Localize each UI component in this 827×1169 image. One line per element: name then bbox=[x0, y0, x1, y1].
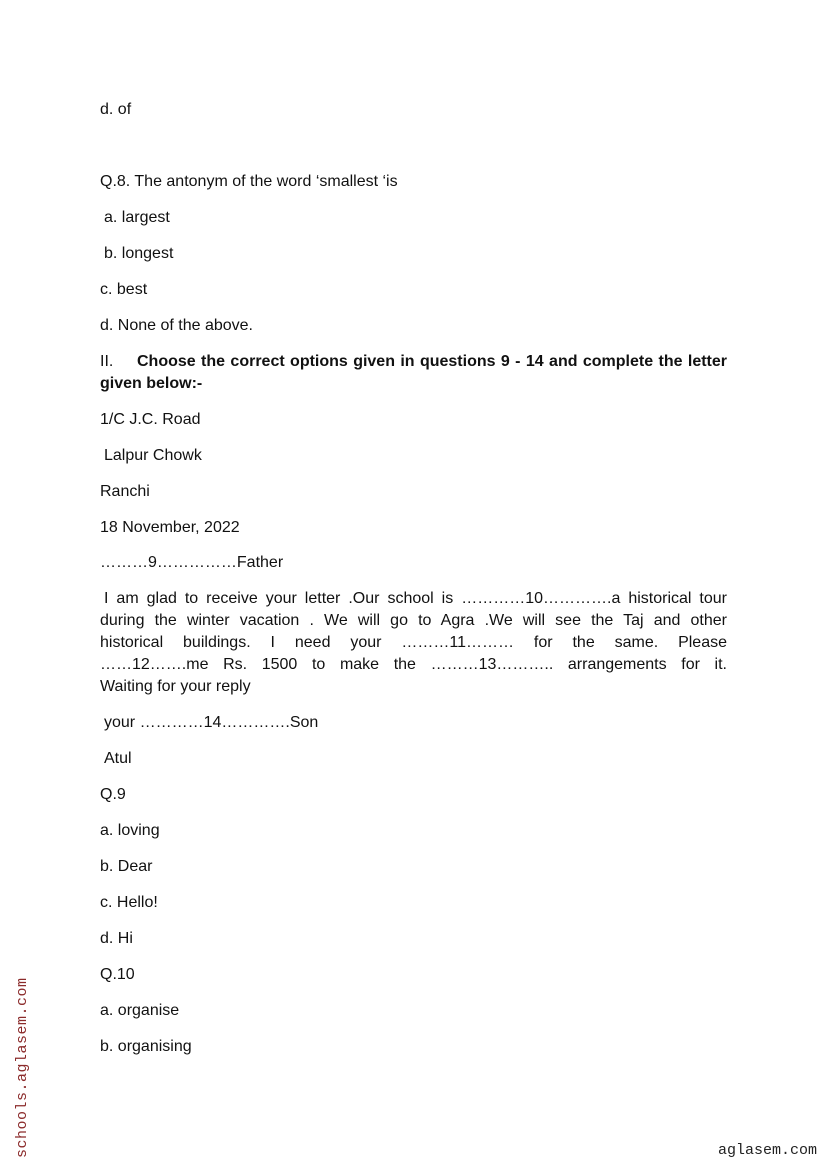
question-8-option-a: a. largest bbox=[104, 209, 170, 226]
question-9-option-b: b. Dear bbox=[100, 858, 153, 875]
letter-date: 18 November, 2022 bbox=[100, 519, 240, 536]
question-8-option-d: d. None of the above. bbox=[100, 317, 253, 334]
footer-watermark: aglasem.com bbox=[717, 1142, 817, 1159]
letter-body bbox=[100, 588, 727, 698]
letter-closing: your …………14………….Son bbox=[104, 714, 319, 731]
letter-address-line-1: 1/C J.C. Road bbox=[100, 411, 201, 428]
question-10-option-a: a. organise bbox=[100, 1002, 180, 1019]
letter-body-line: ……12…….me Rs. 1500 to make the ………13……….. arrangements for it. bbox=[100, 656, 727, 673]
letter-body-line: I am glad to receive your letter .Our school is …………10………….a historical tour bbox=[104, 590, 727, 607]
question-9-option-c: c. Hello! bbox=[100, 894, 158, 911]
section-instruction: Choose the correct options given in questions 9 - 14 and complete the letter given below:- bbox=[100, 353, 727, 392]
question-9-option-d: d. Hi bbox=[100, 930, 133, 947]
letter-body-line: Waiting for your reply bbox=[100, 678, 251, 695]
letter-signature: Atul bbox=[104, 750, 132, 767]
side-watermark: schools.aglasem.com bbox=[14, 977, 31, 1158]
letter-body-line: historical buildings. I need your ………11……… for the same. Please bbox=[100, 634, 727, 651]
question-9-option-a: a. loving bbox=[100, 822, 160, 839]
section-heading bbox=[100, 351, 727, 395]
letter-body-line: during the winter vacation . We will go to Agra .We will see the Taj and other bbox=[100, 612, 727, 629]
question-8: Q.8. The antonym of the word ‘smallest ‘is bbox=[100, 173, 398, 190]
question-8-option-b: b. longest bbox=[104, 245, 174, 262]
prev-question-option-d: d. of bbox=[100, 101, 132, 118]
question-10-option-b: b. organising bbox=[100, 1038, 192, 1055]
question-8-option-c: c. best bbox=[100, 281, 148, 298]
question-10: Q.10 bbox=[100, 966, 135, 983]
section-number: II. bbox=[100, 353, 114, 370]
letter-address-line-2: Lalpur Chowk bbox=[104, 447, 202, 464]
letter-salutation: ………9……………Father bbox=[100, 554, 284, 571]
question-9: Q.9 bbox=[100, 786, 126, 803]
letter-address-line-3: Ranchi bbox=[100, 483, 150, 500]
